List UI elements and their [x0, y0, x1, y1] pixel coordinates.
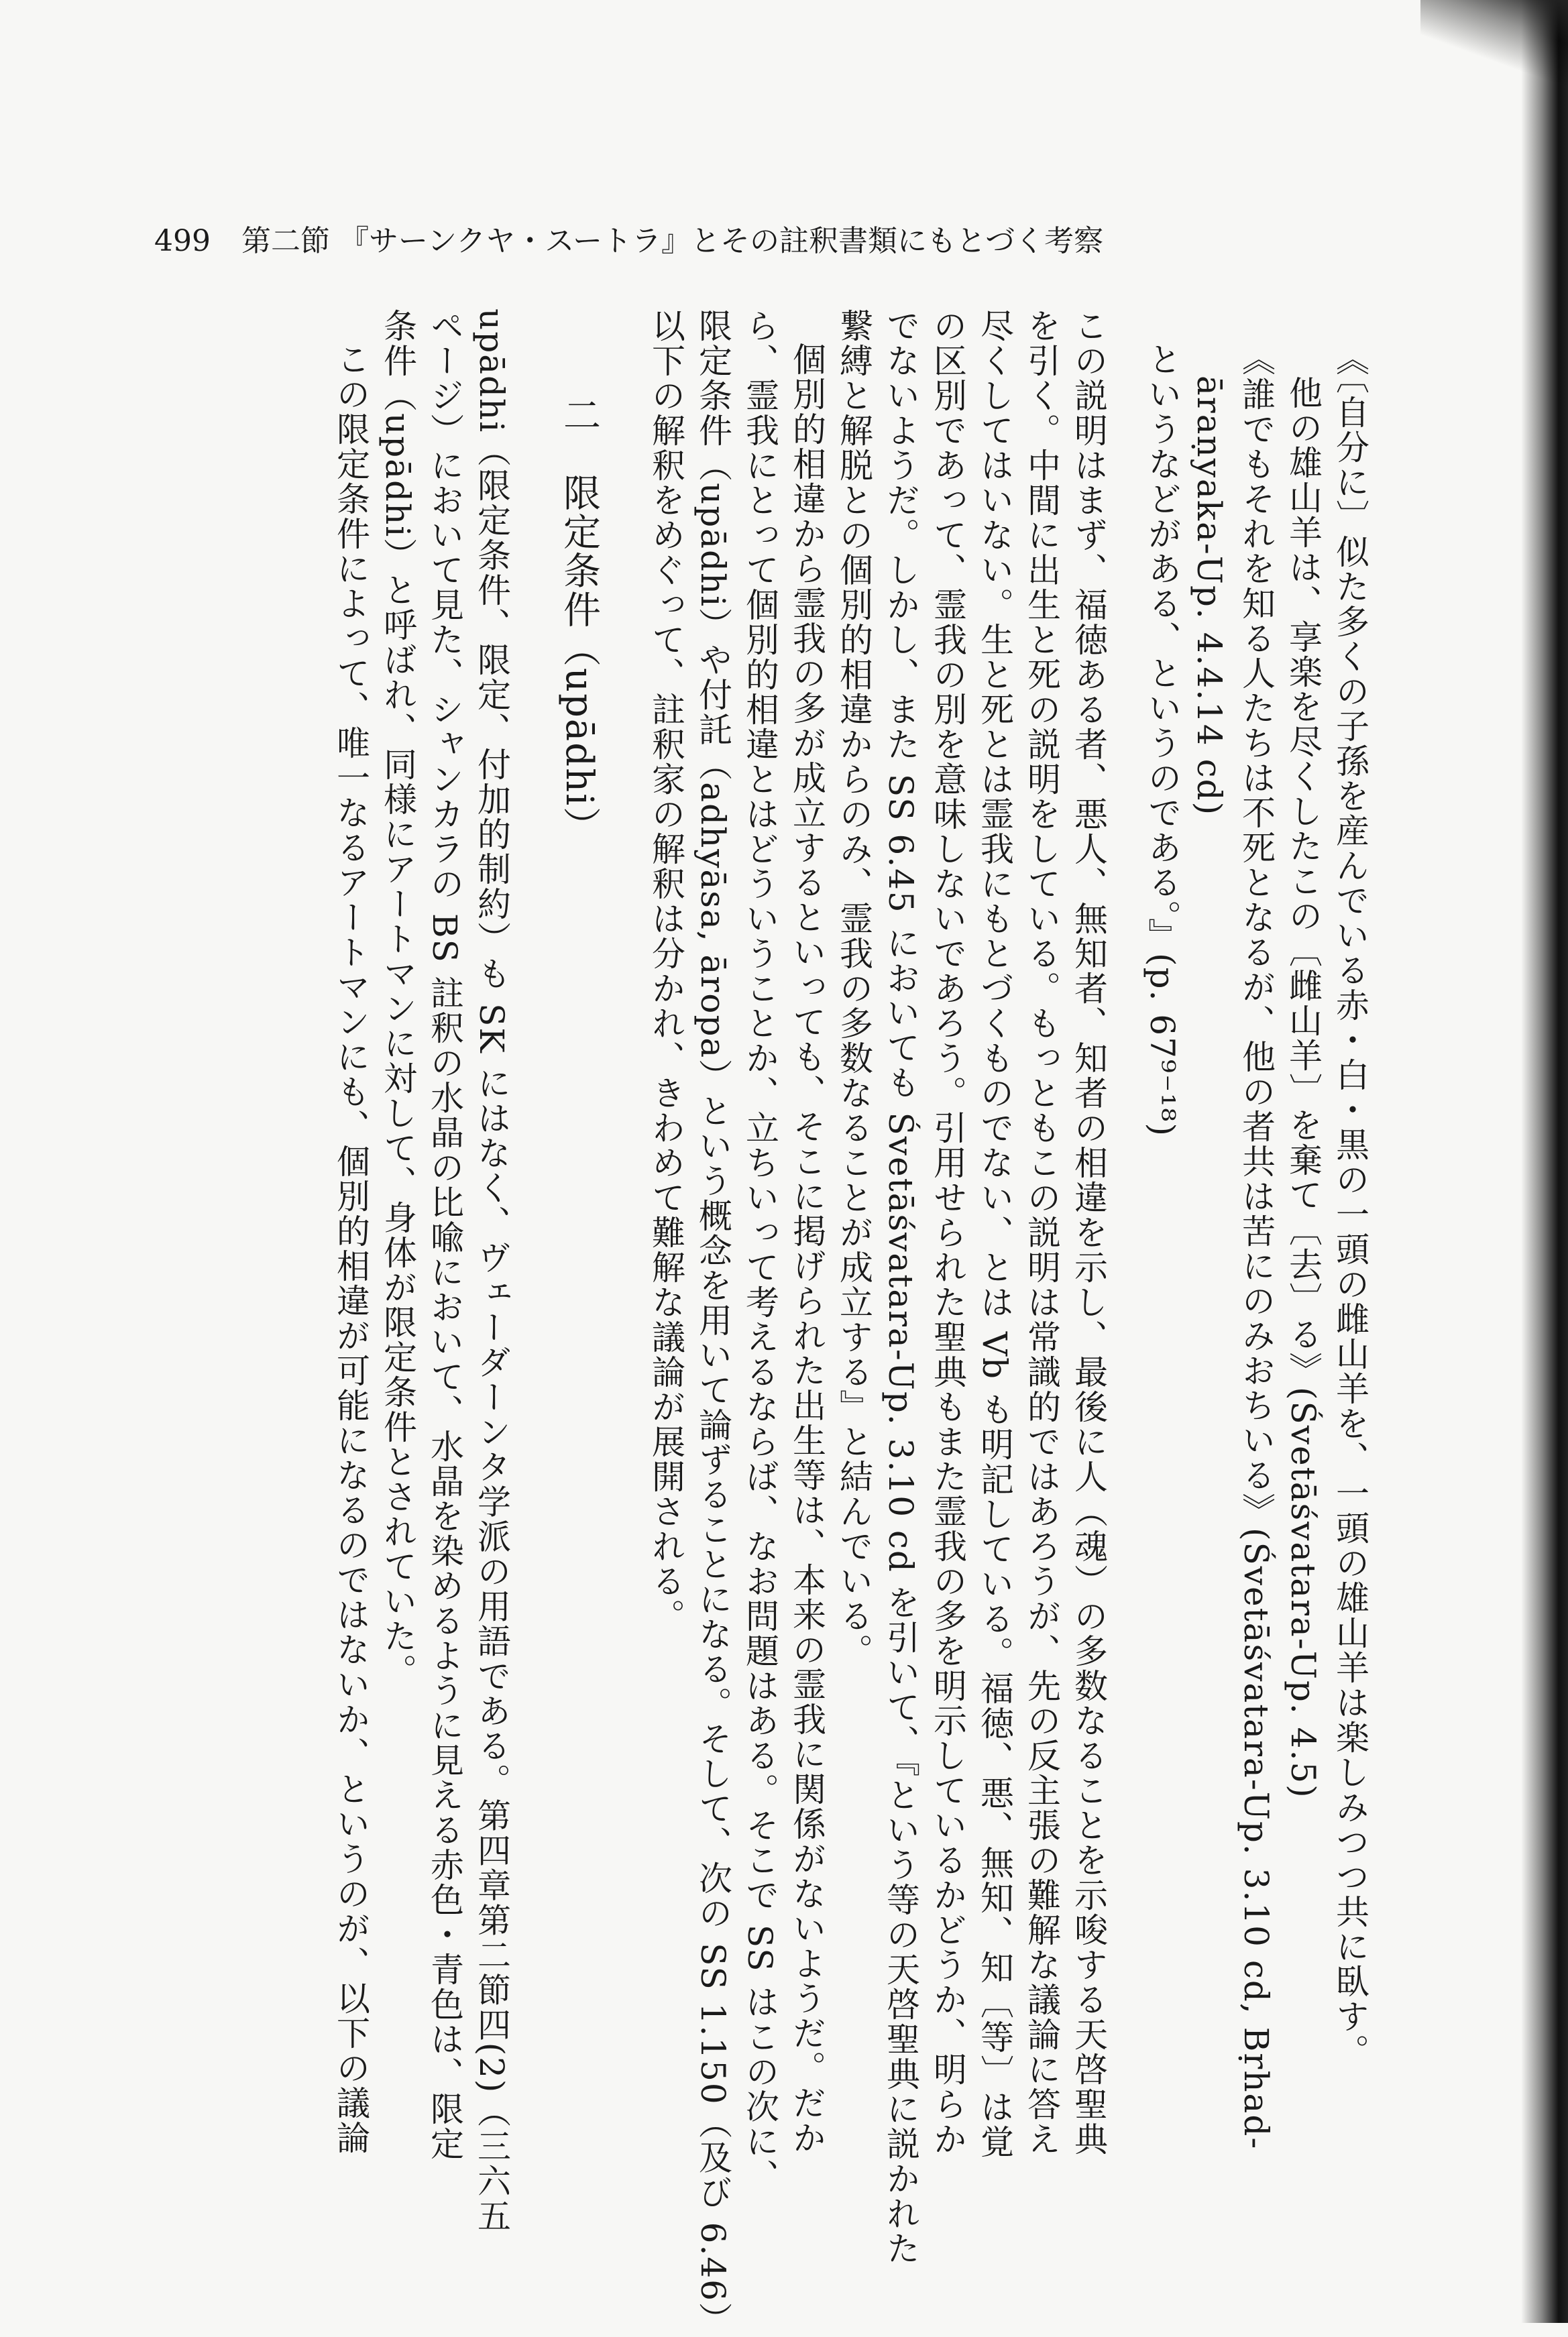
text-line: というなどがある、というのである。』(p. 67⁹⁻¹⁸) [1143, 342, 1182, 1137]
text-line: この限定条件によって、唯一なるアートマンにも、個別的相違が可能になるのではないか、というのが、以下の議論 [331, 342, 370, 2155]
text-line: 他の雄山羊は、享楽を尽くしたこの〔雌山羊〕を棄て〔去〕る》(Śvetāśvatara-Up. 4.5) [1284, 376, 1323, 1799]
text-line: ら、霊我にとって個別的相違とはどういうことか、立ちいって考えるならば、なお問題はある。そこで SS はこの次に、 [740, 308, 779, 2194]
text-line: でないようだ。しかし、また SS 6.45 においても Śvetāśvatara-Up. 3.10 cd を引いて、『という等の天啓聖典に説かれた [881, 308, 920, 2266]
running-head [154, 221, 1104, 262]
text-line: ページ）において見た、シャンカラの BS 註釈の水晶の比喩において、水晶を染めるように見える赤色・青色は、限定 [425, 308, 464, 2161]
text-line: 《誰でもそれを知る人たちは不死となるが、他の者共は苦にのみおちいる》(Śvetāśvatara-Up. 3.10 cd, Bṛhad- [1237, 342, 1276, 2151]
section-heading: 二 限定条件（upādhi） [557, 396, 601, 846]
running-head-title: 第二節 『サーンクヤ・スートラ』とその註釈書類にもとづく考察 [241, 224, 1104, 258]
text-line: この説明はまず、福徳ある者、悪人、無知者、知者の相違を示し、最後に人（魂）の多数なることを示唆する天啓聖典 [1069, 308, 1108, 2157]
text-line: upādhi（限定条件、限定、付加的制約）も SK にはなく、ヴェーダーンタ学派の用語である。第四章第二節四(2)（三六五 [472, 308, 511, 2234]
body-text [146, 308, 1374, 2337]
text-line: 尽くしてはいない。生と死とは霊我にもとづくものでない、とは Vb も明記している。福徳、悪、無知、知〔等〕は覚 [975, 308, 1014, 2159]
text-line: 繋縛と解脱との個別的相違からのみ、霊我の多数なることが成立する』と結んでいる。 [834, 308, 873, 1668]
text-line: 条件（upādhi）と呼ばれ、同様にアートマンに対して、身体が限定条件とされていた。 [378, 308, 417, 1689]
text-line: を引く。中間に出生と死の説明をしている。もっともこの説明は常識的ではあろうが、先の反主張の難解な議論に答え [1022, 308, 1061, 2157]
text-line: āraṇyaka-Up. 4.4.14 cd) [1190, 376, 1229, 817]
page-edge-shadow [1521, 0, 1568, 2323]
text-line: 個別的相違から霊我の多が成立するといっても、そこに掲げられた出生等は、本来の霊我に関係がないようだ。だか [787, 342, 826, 2155]
page-number: 499 [154, 224, 211, 258]
page-corner-shadow [1420, 0, 1568, 94]
text-line: の区別であって、霊我の別を意味しないであろう。引用せられた聖典もまた霊我の多を明示しているかどうか、明らか [928, 308, 967, 2157]
text-line: 以下の解釈をめぐって、註釈家の解釈は分かれ、きわめて難解な議論が展開される。 [647, 308, 685, 1634]
text-line: 《〔自分に〕似た多くの子孫を産んでいる赤・白・黒の一頭の雌山羊を、一頭の雄山羊は楽しみつつ共に臥す。 [1331, 342, 1369, 2069]
text-line: 限定条件（upādhi）や付託（adhyāsa, āropa）という概念を用いて論ずることになる。そして、次の SS 1.150（及び 6.46） [693, 308, 732, 2337]
